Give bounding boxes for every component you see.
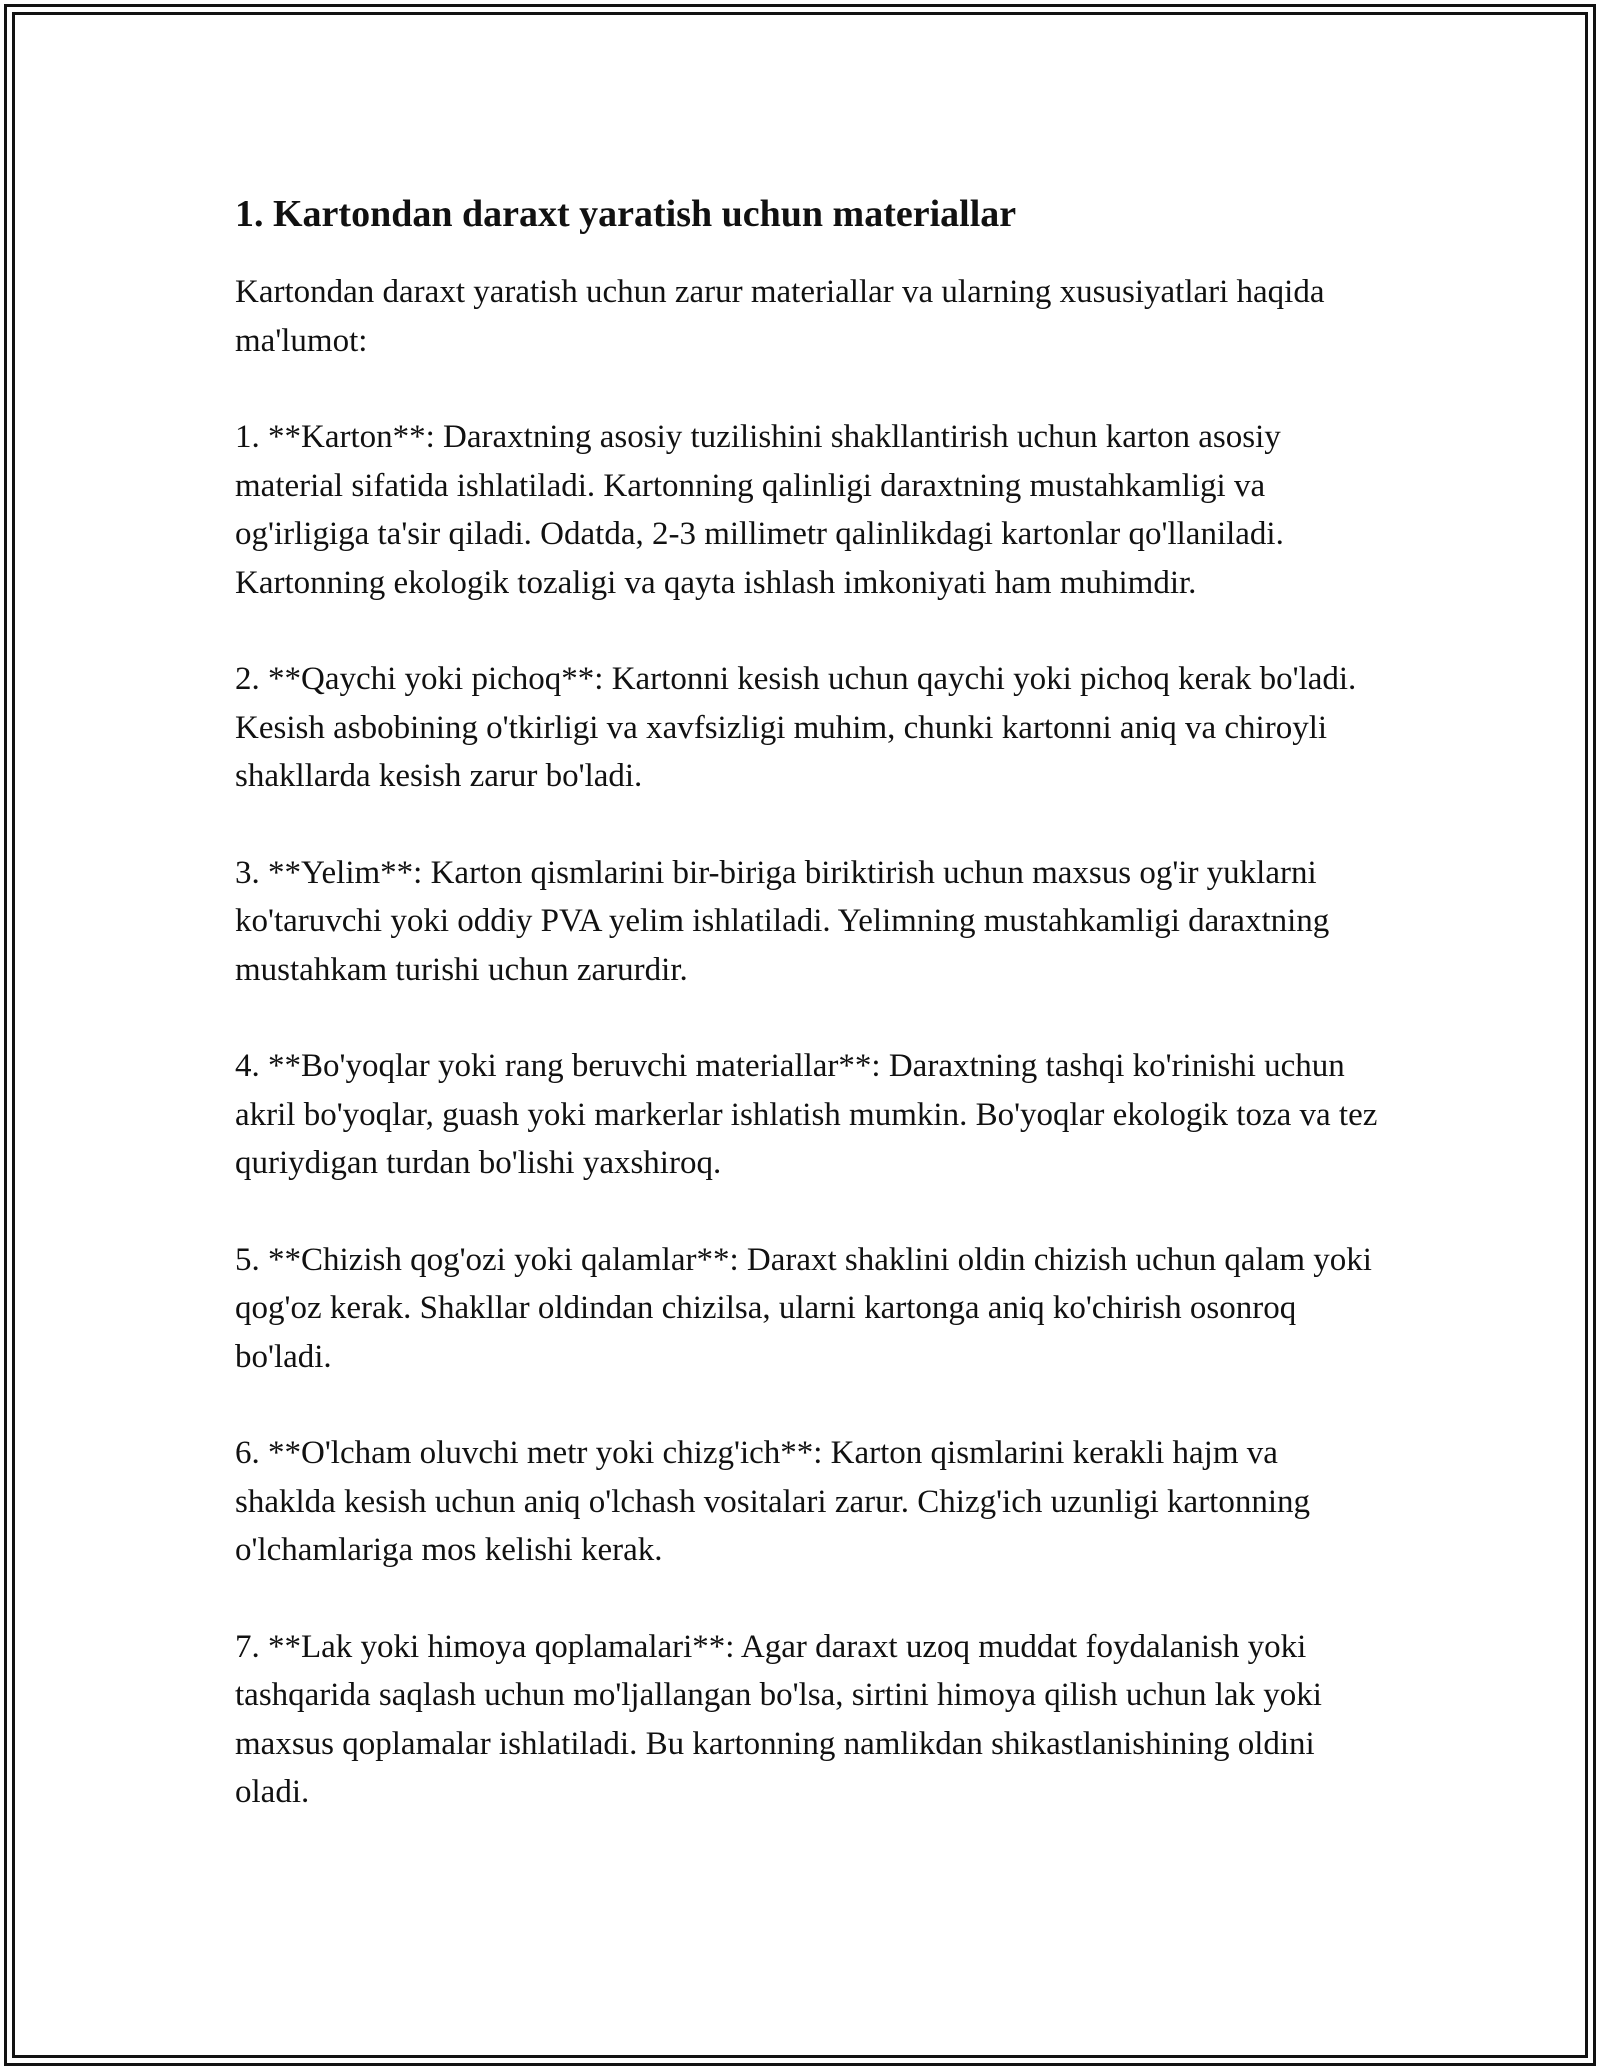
document-body — [235, 186, 1385, 1865]
material-item-olcham: 6. **O'lcham oluvchi metr yoki chizg'ich**: Karton qismlarini kerakli hajm va shaklda kesish uchun aniq o'lchash vositalari zarur. Chizg'ich uzunligi kartonning o'lchamlariga mos kelishi kerak. — [235, 1435, 1310, 1568]
material-item-boyoqlar: 4. **Bo'yoqlar yoki rang beruvchi materiallar**: Daraxtning tashqi ko'rinishi uchun akril bo'yoqlar, guash yoki markerlar ishlatish mumkin. Bo'yoqlar ekologik toza va tez quriydigan turdan bo'lishi yaxshiroq. — [235, 1048, 1378, 1181]
material-item-lak: 7. **Lak yoki himoya qoplamalari**: Agar daraxt uzoq muddat foydalanish yoki tashqarida saqlash uchun mo'ljallangan bo'lsa, sirtini himoya qilish uchun lak yoki maxsus qoplamalar ishlatiladi. Bu kartonning namlikdan shikastlanishining oldini oladi. — [235, 1628, 1322, 1810]
material-item-yelim: 3. **Yelim**: Karton qismlarini bir-biriga biriktirish uchun maxsus og'ir yuklarni ko'taruvchi yoki oddiy PVA yelim ishlatiladi. Yelimning mustahkamligi daraxtning mustahkam turishi uchun zarurdir. — [235, 854, 1330, 988]
material-item-chizish: 5. **Chizish qog'ozi yoki qalamlar**: Daraxt shaklini oldin chizish uchun qalam yoki qog'oz kerak. Shakllar oldindan chizilsa, ularni kartonga aniq ko'chirish osonroq bo'ladi. — [235, 1241, 1372, 1375]
material-item-karton: 1. **Karton**: Daraxtning asosiy tuzilishini shakllantirish uchun karton asosiy material sifatida ishlatiladi. Kartonning qalinligi daraxtning mustahkamligi va og'irligiga ta'sir qiladi. Odatda, 2-3 millimetr qalinlikdagi kartonlar qo'llaniladi. Kartonning ekologik tozaligi va qayta ishlash imkoniyati ham muhimdir. — [235, 419, 1284, 601]
material-item-qaychi: 2. **Qaychi yoki pichoq**: Kartonni kesish uchun qaychi yoki pichoq kerak bo'ladi. Kesish asbobining o'tkirligi va xavfsizligi muhim, chunki kartonni aniq va chiroyli shakllarda kesish zarur bo'ladi. — [235, 661, 1357, 794]
document-title: 1. Kartondan daraxt yaratish uchun materiallar — [235, 193, 1017, 235]
intro-paragraph: Kartondan daraxt yaratish uchun zarur materiallar va ularning xususiyatlari haqida ma'lumot: — [235, 274, 1325, 359]
